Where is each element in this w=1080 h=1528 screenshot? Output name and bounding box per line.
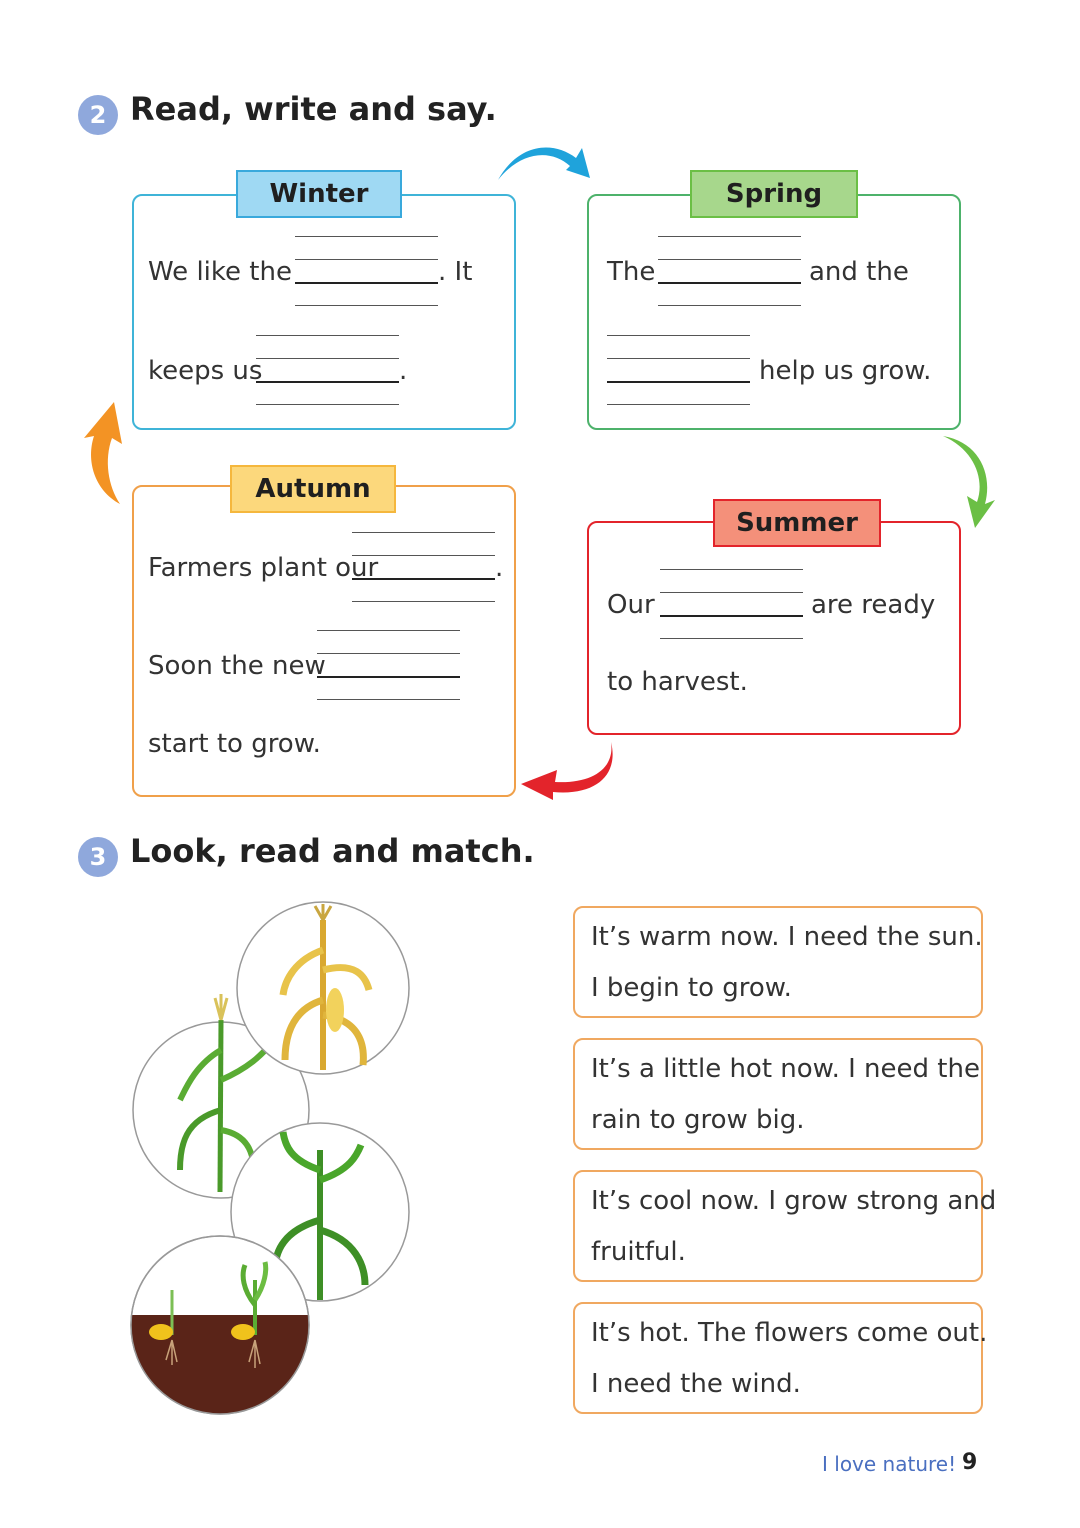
- winter-blank-1[interactable]: [295, 236, 438, 308]
- match-card-text: It’s warm now. I need the sun.: [591, 922, 983, 952]
- autumn-text-4: start to grow.: [148, 729, 321, 759]
- spring-label: Spring: [690, 170, 858, 218]
- arrow-winter-to-spring: [490, 140, 600, 190]
- exercise-number-badge-3: 3: [78, 837, 118, 877]
- autumn-text-2: .: [495, 553, 504, 583]
- spring-text-2: and the: [809, 257, 909, 287]
- autumn-label: Autumn: [230, 465, 396, 513]
- winter-label: Winter: [236, 170, 402, 218]
- page-number: 9: [962, 1450, 978, 1475]
- autumn-blank-1[interactable]: [352, 532, 495, 604]
- arrow-summer-to-autumn: [515, 738, 620, 803]
- match-card-text: rain to grow big.: [591, 1105, 805, 1135]
- summer-blank-1[interactable]: [660, 569, 803, 641]
- spring-text-3: help us grow.: [759, 356, 932, 386]
- match-card-text: It’s a little hot now. I need the: [591, 1054, 980, 1084]
- summer-label: Summer: [713, 499, 881, 547]
- match-card-text: fruitful.: [591, 1237, 686, 1267]
- winter-blank-2[interactable]: [256, 335, 399, 407]
- match-card-4[interactable]: [573, 1302, 988, 1414]
- match-card-1[interactable]: [573, 906, 983, 1018]
- arrow-spring-to-summer: [935, 430, 1000, 535]
- spring-blank-2[interactable]: [607, 335, 750, 407]
- winter-text-1: We like the: [148, 257, 292, 287]
- spring-text-1: The: [607, 257, 656, 287]
- spring-blank-1[interactable]: [658, 236, 801, 308]
- corn-plant-mature-image: [237, 902, 409, 1074]
- autumn-text-3: Soon the new: [148, 651, 326, 681]
- match-card-text: I need the wind.: [591, 1369, 801, 1399]
- match-card-2[interactable]: [573, 1038, 983, 1150]
- exercise-number-badge: 2: [78, 95, 118, 135]
- autumn-text-1: Farmers plant our: [148, 553, 379, 583]
- winter-text-4: .: [399, 356, 408, 386]
- corn-growth-illustrations: [125, 900, 420, 1420]
- autumn-blank-2[interactable]: [317, 630, 460, 702]
- winter-text-2: . It: [438, 257, 473, 287]
- match-card-text: I begin to grow.: [591, 973, 792, 1003]
- winter-text-3: keeps us: [148, 356, 263, 386]
- arrow-autumn-to-winter: [80, 400, 130, 510]
- match-card-3[interactable]: [573, 1170, 997, 1282]
- match-card-text: It’s hot. The flowers come out.: [591, 1318, 988, 1348]
- footer-unit-label: I love nature!: [822, 1452, 957, 1476]
- summer-text-3: to harvest.: [607, 667, 748, 697]
- exercise-title: Read, write and say.: [130, 90, 497, 128]
- match-card-text: It’s cool now. I grow strong and: [591, 1186, 997, 1216]
- summer-text-2: are ready: [811, 590, 936, 620]
- summer-text-1: Our: [607, 590, 655, 620]
- exercise-title-3: Look, read and match.: [130, 832, 535, 870]
